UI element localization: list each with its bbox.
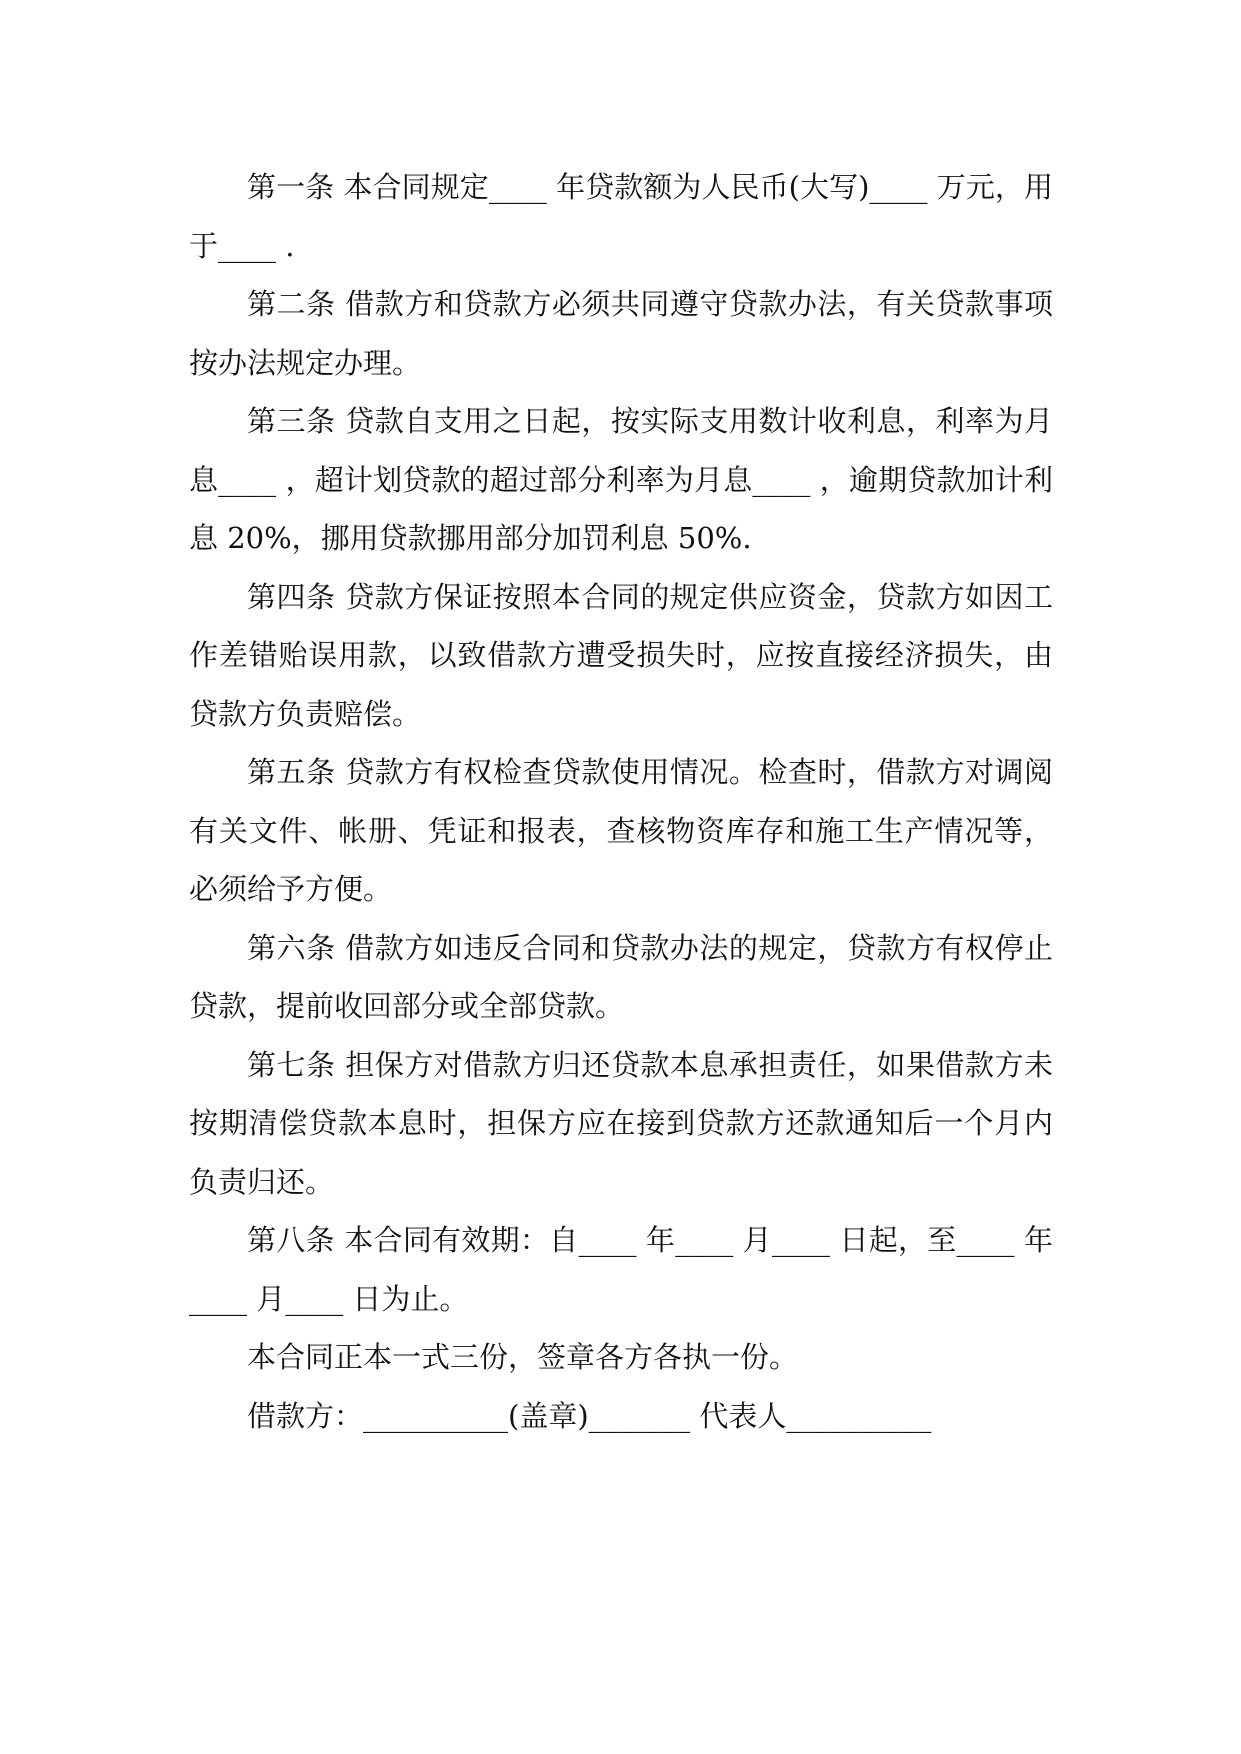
clause-3: 第三条 贷款自支用之日起，按实际支用数计收利息，利率为月息____ ，超计划贷款的超过部分利率为月息____ ，逾期贷款加计利息 20%，挪用贷款挪用部分加罚利息 50%. [189, 404, 1053, 555]
clause-5: 第五条 贷款方有权检查贷款使用情况。检查时，借款方对调阅有关文件、帐册、凭证和报表，查核物资库存和施工生产情况等，必须给予方便。 [189, 755, 1053, 906]
copies-statement: 本合同正本一式三份，签章各方各执一份。 [247, 1340, 799, 1374]
clause-8: 第八条 本合同有效期：自____ 年____ 月____ 日起，至____ 年____ 月____ 日为止。 [189, 1223, 1053, 1316]
contract-body [189, 158, 1053, 1445]
clause-6: 第六条 借款方如违反合同和贷款办法的规定，贷款方有权停止贷款，提前收回部分或全部贷款。 [189, 930, 1053, 1023]
clause-2: 第二条 借款方和贷款方必须共同遵守贷款办法，有关贷款事项按办法规定办理。 [189, 287, 1053, 380]
clause-7: 第七条 担保方对借款方归还贷款本息承担责任，如果借款方未按期清偿贷款本息时，担保方应在接到贷款方还款通知后一个月内负责归还。 [189, 1047, 1053, 1199]
clause-4: 第四条 贷款方保证按照本合同的规定供应资金，贷款方如因工作差错贻误用款，以致借款方遭受损失时，应按直接经济损失，由贷款方负责赔偿。 [189, 579, 1053, 731]
borrower-signature-line: 借款方：__________(盖章)_______ 代表人__________ [247, 1398, 932, 1433]
clause-1: 第一条 本合同规定____ 年贷款额为人民币(大写)____ 万元，用于____ . [189, 170, 1053, 263]
